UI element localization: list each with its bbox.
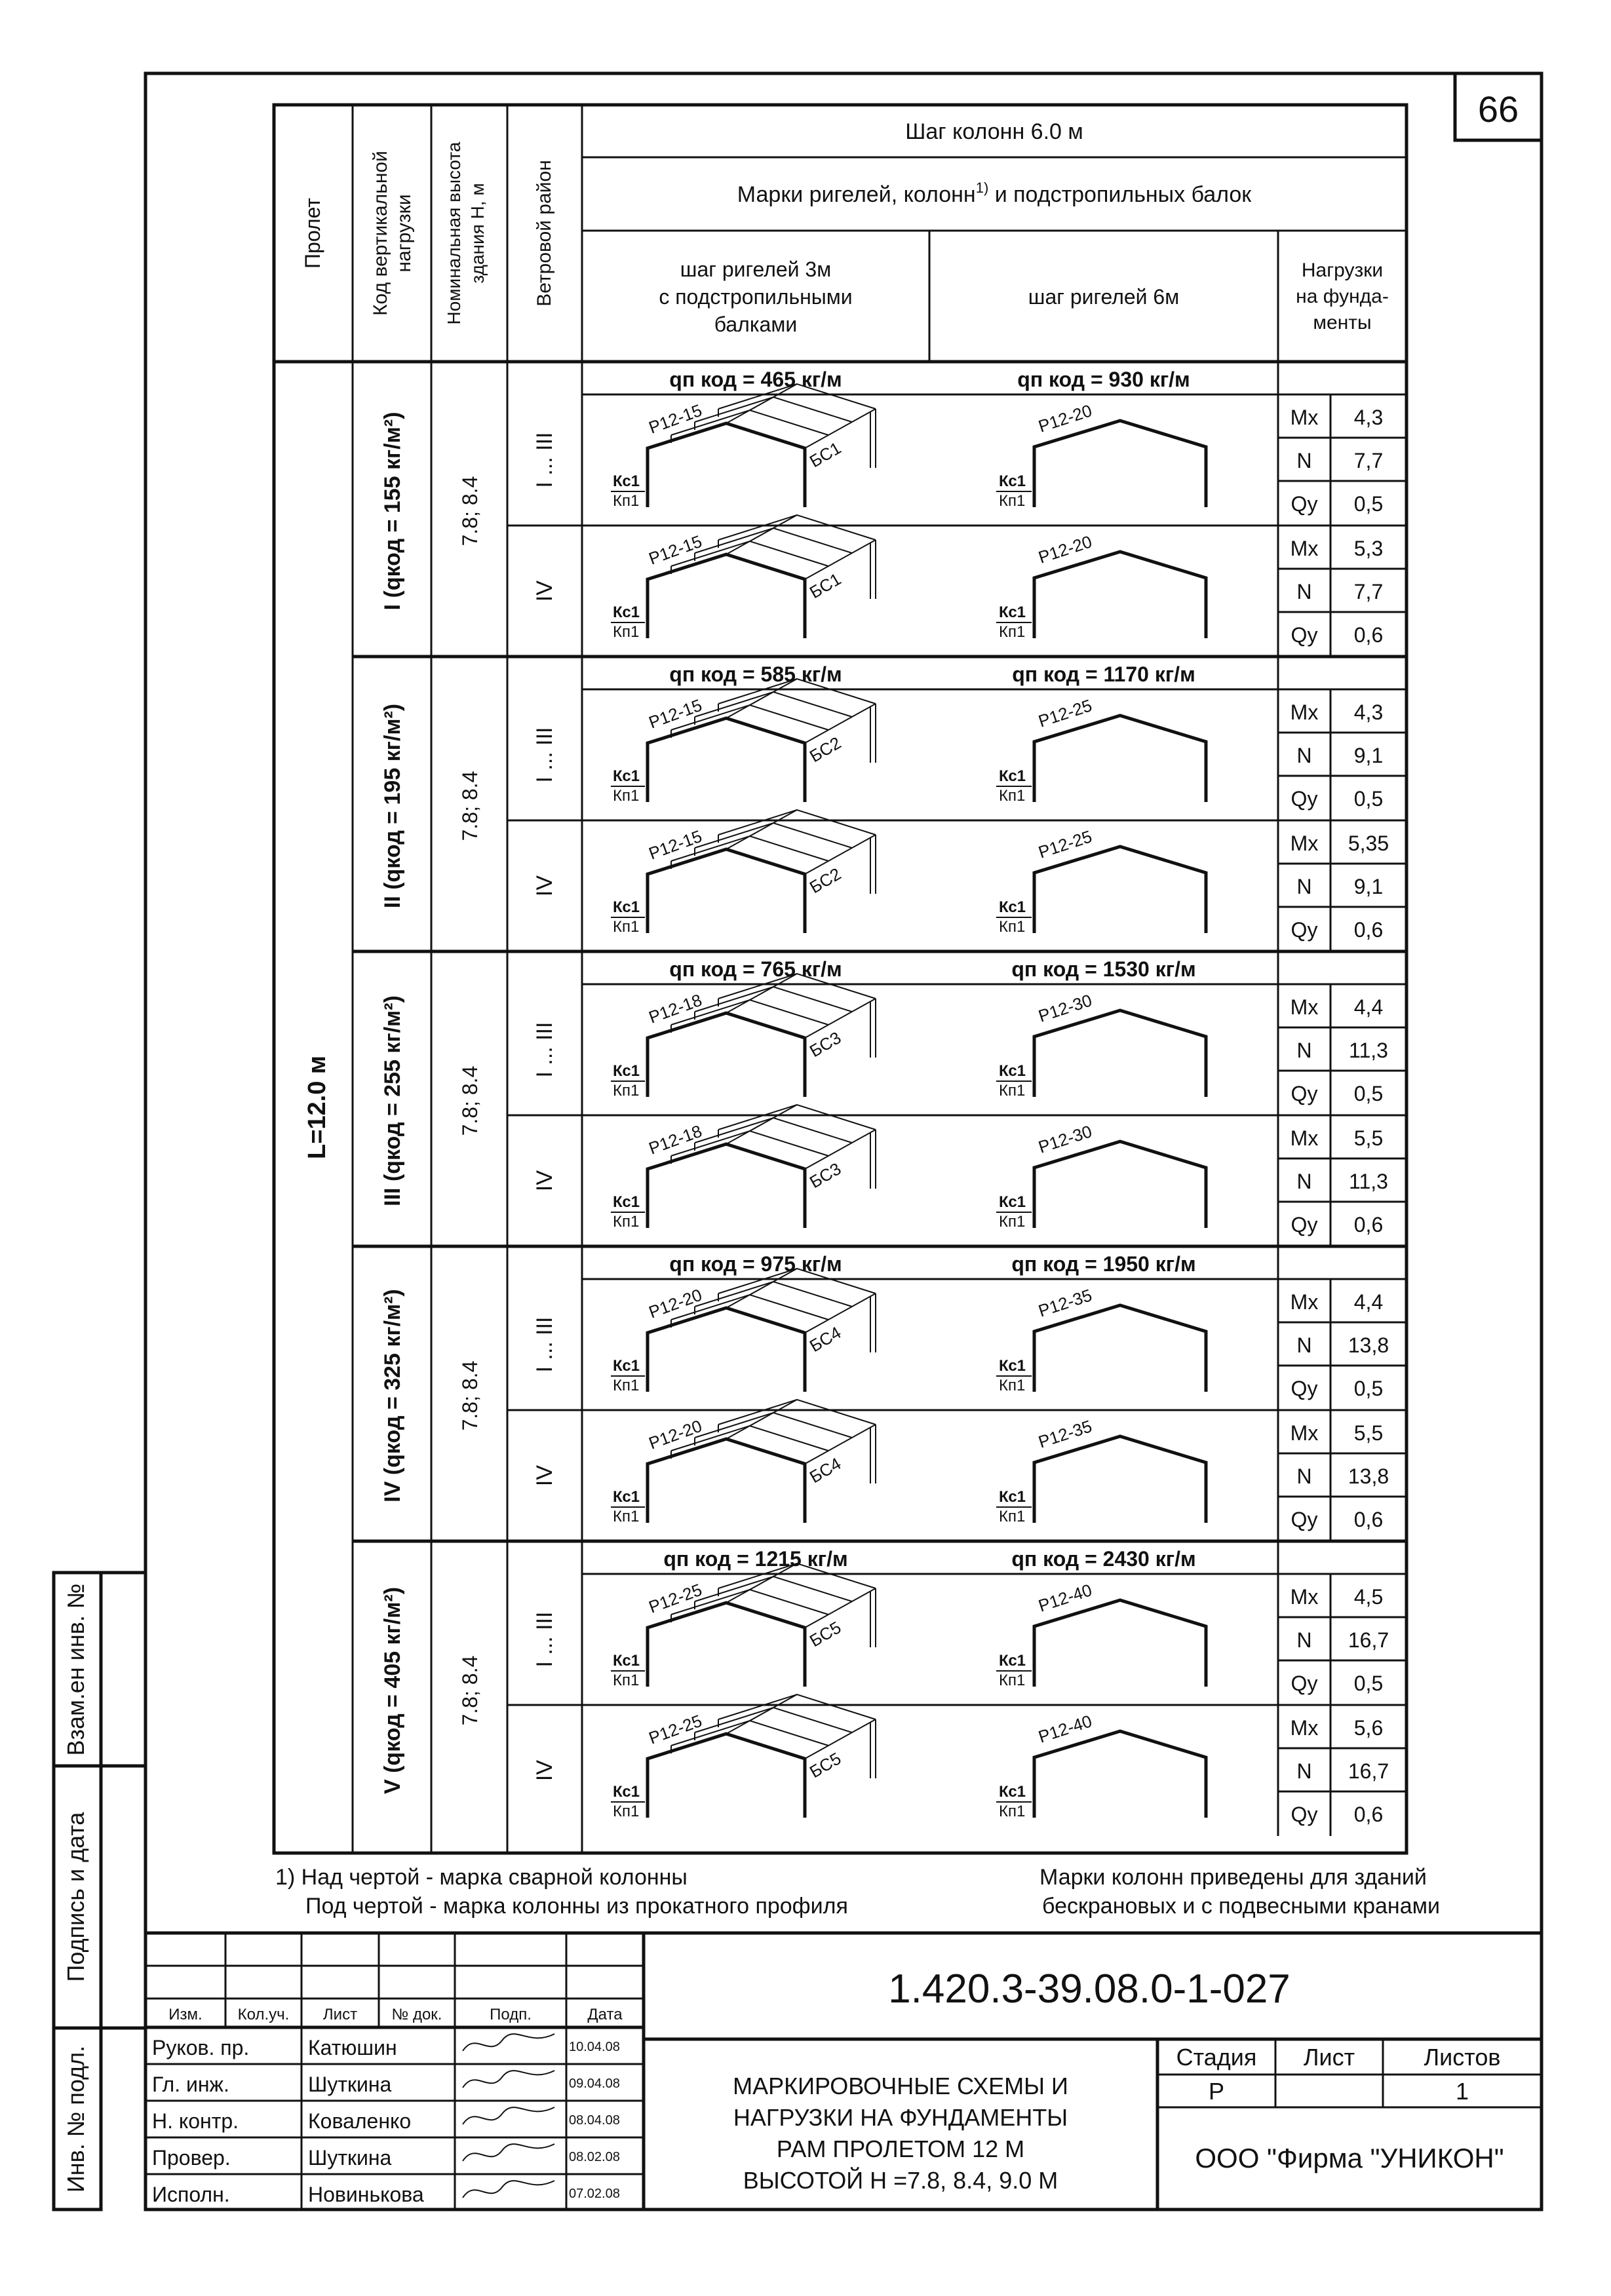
load-name: N <box>1296 1759 1312 1783</box>
column-mark-rolled: Кп1 <box>613 1213 640 1231</box>
line-load-6m: qп код = 1950 кг/м <box>1011 1252 1196 1276</box>
load-value: 4,4 <box>1353 995 1384 1019</box>
truss-beam-mark: БС2 <box>806 733 845 767</box>
truss-beam-mark: БС1 <box>806 569 845 603</box>
signatory-name: Шуткина <box>308 2073 392 2096</box>
header-height-line1: Номинальная высота <box>444 142 464 325</box>
frame-3m-schematic <box>611 1563 876 1689</box>
load-name: Mx <box>1290 1290 1319 1314</box>
signature-mark <box>463 2181 554 2198</box>
column-mark-welded: Кс1 <box>613 898 640 916</box>
rafter-mark-6m: Р12-25 <box>1036 695 1095 731</box>
header-height-line2: здания Н, м <box>467 183 488 284</box>
load-name: N <box>1296 1170 1312 1193</box>
header-3m-line2: с подстропильными <box>659 285 853 309</box>
signatory-name: Коваленко <box>308 2109 412 2133</box>
load-value: 0,6 <box>1353 1803 1384 1826</box>
note-columns-2: бескрановых и с подвесными кранами <box>1042 1894 1440 1919</box>
line-load-3m: qп код = 975 кг/м <box>669 1252 842 1276</box>
frame-row <box>532 1269 1407 1410</box>
wind-region: IV <box>532 580 557 602</box>
frame-6m-schematic <box>996 1121 1206 1231</box>
load-name: Qy <box>1291 1508 1318 1531</box>
load-value: 13,8 <box>1348 1333 1389 1357</box>
column-mark-rolled: Кп1 <box>999 492 1026 510</box>
header-3m-line3: балками <box>714 313 798 336</box>
col-head-change: Изм. <box>168 2006 203 2023</box>
frame-6m-schematic <box>996 1711 1206 1820</box>
rafter-mark-3m: Р12-15 <box>646 695 705 733</box>
load-value: 0,6 <box>1353 918 1384 942</box>
frame-row <box>532 1105 1407 1246</box>
column-mark-welded: Кс1 <box>999 1783 1026 1801</box>
column-mark-rolled: Кп1 <box>999 1672 1026 1689</box>
column-mark-welded: Кс1 <box>613 1488 640 1506</box>
load-value: 9,1 <box>1353 875 1384 898</box>
rafter-mark-6m: Р12-30 <box>1036 1121 1095 1157</box>
signature-date: 07.02.08 <box>569 2187 620 2201</box>
load-value: 0,5 <box>1353 1672 1384 1695</box>
title-line-2: НАГРУЗКИ НА ФУНДАМЕНТЫ <box>733 2104 1068 2131</box>
frame-3m-schematic <box>611 810 876 936</box>
building-height: 7.8; 8.4 <box>458 1360 482 1431</box>
rafter-mark-3m: Р12-18 <box>646 1120 705 1158</box>
load-group <box>353 657 1407 951</box>
truss-beam-mark: БС2 <box>806 864 845 898</box>
sheets-value: 1 <box>1455 2078 1469 2105</box>
load-name: Qy <box>1291 623 1318 647</box>
load-value: 9,1 <box>1353 744 1384 767</box>
column-mark-rolled: Кп1 <box>999 1082 1026 1100</box>
load-group <box>353 362 1407 657</box>
frame-6m-schematic <box>996 826 1206 936</box>
rafter-mark-3m: Р12-15 <box>646 531 705 569</box>
load-value: 5,5 <box>1353 1421 1384 1445</box>
column-mark-rolled: Кп1 <box>999 1508 1026 1525</box>
load-value: 0,5 <box>1353 1377 1384 1400</box>
load-name: Qy <box>1291 1213 1318 1236</box>
load-value: 4,3 <box>1353 406 1384 429</box>
truss-beam-mark: БС3 <box>806 1027 845 1062</box>
col-head-sheet: Лист <box>322 2006 358 2023</box>
company-name: ООО "Фирма "УНИКОН" <box>1195 2143 1504 2173</box>
note-welded: 1) Над чертой - марка сварной колонны <box>275 1865 688 1890</box>
footnotes <box>275 1865 1440 1919</box>
building-height: 7.8; 8.4 <box>458 771 482 841</box>
load-name: Qy <box>1291 1803 1318 1826</box>
load-value: 4,3 <box>1353 700 1384 724</box>
frame-row <box>532 1694 1407 1836</box>
frame-row <box>532 1400 1407 1541</box>
load-value: 4,4 <box>1353 1290 1384 1314</box>
load-name: Mx <box>1290 832 1319 855</box>
rafter-mark-6m: Р12-40 <box>1036 1711 1095 1747</box>
column-mark-welded: Кс1 <box>613 472 640 490</box>
load-value: 5,5 <box>1353 1126 1384 1150</box>
wind-region: IV <box>532 875 557 897</box>
frame-3m-schematic <box>611 1269 876 1394</box>
column-mark-rolled: Кп1 <box>613 1508 640 1525</box>
load-name: Mx <box>1290 700 1319 724</box>
rafter-mark-3m: Р12-25 <box>646 1579 705 1617</box>
rafter-mark-3m: Р12-20 <box>646 1284 705 1322</box>
column-mark-welded: Кс1 <box>999 472 1026 490</box>
load-name: Qy <box>1291 1377 1318 1400</box>
col-head-docno: № док. <box>391 2006 442 2023</box>
vertical-load-code: II (qкод = 195 кг/м²) <box>380 703 405 909</box>
span-label: L=12.0 м <box>303 1055 331 1160</box>
rafter-mark-6m: Р12-20 <box>1036 400 1095 436</box>
load-name: Mx <box>1290 1421 1319 1445</box>
header-loads-line1: Нагрузки <box>1301 259 1384 281</box>
column-mark-welded: Кс1 <box>999 1488 1026 1506</box>
sheet-head: Лист <box>1303 2044 1355 2071</box>
wind-region: I ... III <box>532 727 557 783</box>
col-head-count: Кол.уч. <box>237 2006 290 2023</box>
title-block <box>146 1933 1542 2210</box>
rafter-mark-6m: Р12-25 <box>1036 826 1095 862</box>
column-mark-rolled: Кп1 <box>999 1213 1026 1231</box>
wind-region: IV <box>532 1464 557 1487</box>
header-span: Пролет <box>301 198 324 269</box>
signature-date: 09.04.08 <box>569 2076 620 2091</box>
truss-beam-mark: БС5 <box>806 1748 845 1782</box>
frame-3m-schematic <box>611 1105 876 1231</box>
column-mark-rolled: Кп1 <box>613 623 640 641</box>
column-mark-rolled: Кп1 <box>613 1377 640 1394</box>
signatory-role: Исполн. <box>152 2183 230 2206</box>
signatory-name: Новинькова <box>308 2183 424 2206</box>
signature-date: 08.04.08 <box>569 2113 620 2128</box>
column-mark-rolled: Кп1 <box>999 623 1026 641</box>
frame-3m-schematic <box>611 515 876 641</box>
wind-region: I ... III <box>532 432 557 488</box>
frame-row <box>532 384 1407 526</box>
frame-3m-schematic <box>611 384 876 510</box>
vertical-load-code: IV (qкод = 325 кг/м²) <box>380 1289 405 1502</box>
building-height: 7.8; 8.4 <box>458 1655 482 1726</box>
frame-row <box>532 1563 1407 1705</box>
wind-region: I ... III <box>532 1611 557 1668</box>
signature-mark <box>463 2107 554 2124</box>
signatory-role: Н. контр. <box>152 2109 239 2133</box>
vertical-load-code: I (qкод = 155 кг/м²) <box>380 411 405 611</box>
load-value: 5,35 <box>1348 832 1389 855</box>
column-mark-welded: Кс1 <box>613 1783 640 1801</box>
load-value: 7,7 <box>1353 580 1384 603</box>
frame-6m-schematic <box>996 531 1206 641</box>
load-name: Mx <box>1290 537 1319 560</box>
column-mark-welded: Кс1 <box>613 767 640 785</box>
load-name: Qy <box>1291 492 1318 516</box>
signatories <box>152 2034 620 2206</box>
wind-region: IV <box>532 1759 557 1782</box>
load-name: Mx <box>1290 406 1319 429</box>
vertical-load-code: V (qкод = 405 кг/м²) <box>380 1586 405 1795</box>
rafter-mark-6m: Р12-35 <box>1036 1285 1095 1321</box>
rafter-mark-3m: Р12-20 <box>646 1415 705 1453</box>
column-mark-welded: Кс1 <box>613 1357 640 1375</box>
column-mark-rolled: Кп1 <box>999 1377 1026 1394</box>
header-column-step: Шаг колонн 6.0 м <box>905 119 1083 144</box>
rafter-mark-3m: Р12-15 <box>646 400 705 438</box>
load-value: 16,7 <box>1348 1628 1389 1652</box>
title-line-4: ВЫСОТОЙ Н =7.8, 8.4, 9.0 М <box>743 2167 1058 2194</box>
wind-region: I ... III <box>532 1316 557 1373</box>
column-mark-rolled: Кп1 <box>613 1082 640 1100</box>
load-name: N <box>1296 580 1312 603</box>
load-name: Qy <box>1291 787 1318 811</box>
column-mark-rolled: Кп1 <box>999 787 1026 805</box>
load-name: Qy <box>1291 918 1318 942</box>
load-value: 11,3 <box>1349 1039 1388 1062</box>
column-mark-welded: Кс1 <box>999 1193 1026 1211</box>
frame-3m-schematic <box>611 1694 876 1820</box>
truss-beam-mark: БС5 <box>806 1617 845 1651</box>
rafter-mark-3m: Р12-18 <box>646 989 705 1027</box>
load-name: N <box>1296 1039 1312 1062</box>
load-value: 7,7 <box>1353 449 1384 472</box>
note-columns-1: Марки колонн приведены для зданий <box>1039 1865 1427 1890</box>
signatory-role: Руков. пр. <box>152 2036 250 2059</box>
col-head-sign: Подп. <box>490 2006 532 2023</box>
signatory-name: Шуткина <box>308 2146 392 2170</box>
frame-3m-schematic <box>611 974 876 1100</box>
truss-beam-mark: БС4 <box>806 1453 845 1487</box>
header-code-line2: нагрузки <box>393 194 415 273</box>
side-stamp-replace: Взам.ен инв. № <box>62 1583 89 1756</box>
rafter-mark-3m: Р12-15 <box>646 826 705 864</box>
sheets-head: Листов <box>1424 2044 1501 2071</box>
header-code-line1: Код вертикальной <box>370 151 391 316</box>
line-load-3m: qп код = 465 кг/м <box>669 368 842 391</box>
rafter-mark-3m: Р12-25 <box>646 1710 705 1748</box>
signature-date: 08.02.08 <box>569 2150 620 2164</box>
line-load-3m: qп код = 765 кг/м <box>669 957 842 981</box>
truss-beam-mark: БС4 <box>806 1322 845 1356</box>
load-name: Mx <box>1290 1716 1319 1740</box>
rafter-mark-6m: Р12-40 <box>1036 1580 1095 1616</box>
column-mark-rolled: Кп1 <box>613 1672 640 1689</box>
line-load-6m: qп код = 1170 кг/м <box>1012 662 1195 686</box>
signature-mark <box>463 2144 554 2161</box>
column-mark-welded: Кс1 <box>999 1357 1026 1375</box>
load-group <box>353 951 1407 1246</box>
load-name: N <box>1296 1464 1312 1488</box>
frame-6m-schematic <box>996 1580 1206 1689</box>
truss-beam-mark: БС1 <box>806 438 845 472</box>
load-value: 0,6 <box>1353 1213 1384 1236</box>
line-load-6m: qп код = 930 кг/м <box>1017 368 1190 391</box>
load-value: 5,6 <box>1353 1716 1384 1740</box>
column-mark-welded: Кс1 <box>613 1193 640 1211</box>
load-name: N <box>1296 1628 1312 1652</box>
rafter-mark-6m: Р12-35 <box>1036 1416 1095 1452</box>
frame-6m-schematic <box>996 400 1206 510</box>
header-marks: Марки ригелей, колонн$^{1)}$ и подстропильных балок <box>737 180 1252 207</box>
signature-mark <box>463 2071 554 2088</box>
building-height: 7.8; 8.4 <box>458 476 482 546</box>
header-loads-line2: на фунда- <box>1296 286 1389 307</box>
rafter-mark-6m: Р12-30 <box>1036 990 1095 1026</box>
vertical-load-code: III (qкод = 255 кг/м²) <box>380 995 405 1206</box>
page-number: 66 <box>1477 88 1519 130</box>
load-name: Mx <box>1290 995 1319 1019</box>
load-name: N <box>1296 1333 1312 1357</box>
load-value: 0,6 <box>1353 623 1384 647</box>
column-mark-rolled: Кп1 <box>999 1803 1026 1820</box>
load-value: 5,3 <box>1353 537 1384 560</box>
column-mark-rolled: Кп1 <box>613 787 640 805</box>
signatory-role: Провер. <box>152 2146 231 2170</box>
frame-row <box>532 810 1407 951</box>
stage-value: Р <box>1208 2078 1225 2105</box>
wind-region: I ... III <box>532 1022 557 1078</box>
frame-6m-schematic <box>996 695 1206 805</box>
header-loads-line3: менты <box>1313 312 1372 334</box>
signatory-name: Катюшин <box>308 2036 397 2059</box>
frame-row <box>532 974 1407 1115</box>
column-mark-welded: Кс1 <box>613 1652 640 1670</box>
column-mark-rolled: Кп1 <box>613 1803 640 1820</box>
rafter-mark-6m: Р12-20 <box>1036 531 1095 567</box>
column-mark-welded: Кс1 <box>999 1652 1026 1670</box>
wind-region: IV <box>532 1170 557 1192</box>
load-value: 0,5 <box>1353 1082 1384 1105</box>
frame-row <box>532 679 1407 820</box>
load-value: 11,3 <box>1349 1170 1388 1193</box>
column-mark-welded: Кс1 <box>613 603 640 621</box>
load-value: 0,5 <box>1353 787 1384 811</box>
signature-mark <box>463 2034 554 2051</box>
column-mark-welded: Кс1 <box>613 1062 640 1080</box>
load-name: Qy <box>1291 1672 1318 1695</box>
load-name: Mx <box>1290 1126 1319 1150</box>
load-value: 0,5 <box>1353 492 1384 516</box>
document-code: 1.420.3-39.08.0-1-027 <box>888 1966 1291 2012</box>
stage-head: Стадия <box>1176 2044 1257 2071</box>
frame-row <box>532 515 1407 657</box>
column-mark-welded: Кс1 <box>999 898 1026 916</box>
load-value: 0,6 <box>1353 1508 1384 1531</box>
header-6m: шаг ригелей 6м <box>1028 285 1180 309</box>
load-value: 4,5 <box>1353 1585 1384 1609</box>
load-value: 16,7 <box>1348 1759 1389 1783</box>
load-group <box>353 1246 1407 1541</box>
header-3m-line1: шаг ригелей 3м <box>680 258 832 281</box>
load-name: Qy <box>1291 1082 1318 1105</box>
side-stamp-inventory: Инв. № подл. <box>62 2045 89 2193</box>
line-load-3m: qп код = 1215 кг/м <box>663 1547 848 1571</box>
load-value: 13,8 <box>1348 1464 1389 1488</box>
frame-3m-schematic <box>611 1400 876 1525</box>
note-rolled: Под чертой - марка колонны из прокатного профиля <box>305 1894 848 1919</box>
title-line-3: РАМ ПРОЛЕТОМ 12 М <box>776 2135 1025 2162</box>
header-wind: Ветровой район <box>534 160 555 307</box>
signature-date: 10.04.08 <box>569 2040 620 2054</box>
truss-beam-mark: БС3 <box>806 1158 845 1193</box>
line-load-6m: qп код = 2430 кг/м <box>1011 1547 1196 1571</box>
column-mark-welded: Кс1 <box>999 603 1026 621</box>
col-head-date: Дата <box>587 2006 623 2023</box>
column-mark-rolled: Кп1 <box>999 918 1026 936</box>
frame-6m-schematic <box>996 1285 1206 1394</box>
line-load-3m: qп код = 585 кг/м <box>669 662 842 686</box>
title-line-1: МАРКИРОВОЧНЫЕ СХЕМЫ И <box>733 2073 1068 2099</box>
load-group <box>353 1541 1407 1836</box>
signatory-role: Гл. инж. <box>152 2073 229 2096</box>
column-mark-welded: Кс1 <box>999 767 1026 785</box>
load-name: Mx <box>1290 1585 1319 1609</box>
column-mark-welded: Кс1 <box>999 1062 1026 1080</box>
line-load-6m: qп код = 1530 кг/м <box>1011 957 1196 981</box>
load-groups <box>353 362 1407 1836</box>
building-height: 7.8; 8.4 <box>458 1065 482 1136</box>
column-mark-rolled: Кп1 <box>613 918 640 936</box>
side-stamp-signature: Подпись и дата <box>62 1812 89 1982</box>
column-mark-rolled: Кп1 <box>613 492 640 510</box>
marks-table <box>274 105 1407 1853</box>
load-name: N <box>1296 744 1312 767</box>
frame-6m-schematic <box>996 1416 1206 1525</box>
load-name: N <box>1296 449 1312 472</box>
side-stamp <box>54 1573 146 2210</box>
frame-6m-schematic <box>996 990 1206 1100</box>
frame-3m-schematic <box>611 679 876 805</box>
load-name: N <box>1296 875 1312 898</box>
